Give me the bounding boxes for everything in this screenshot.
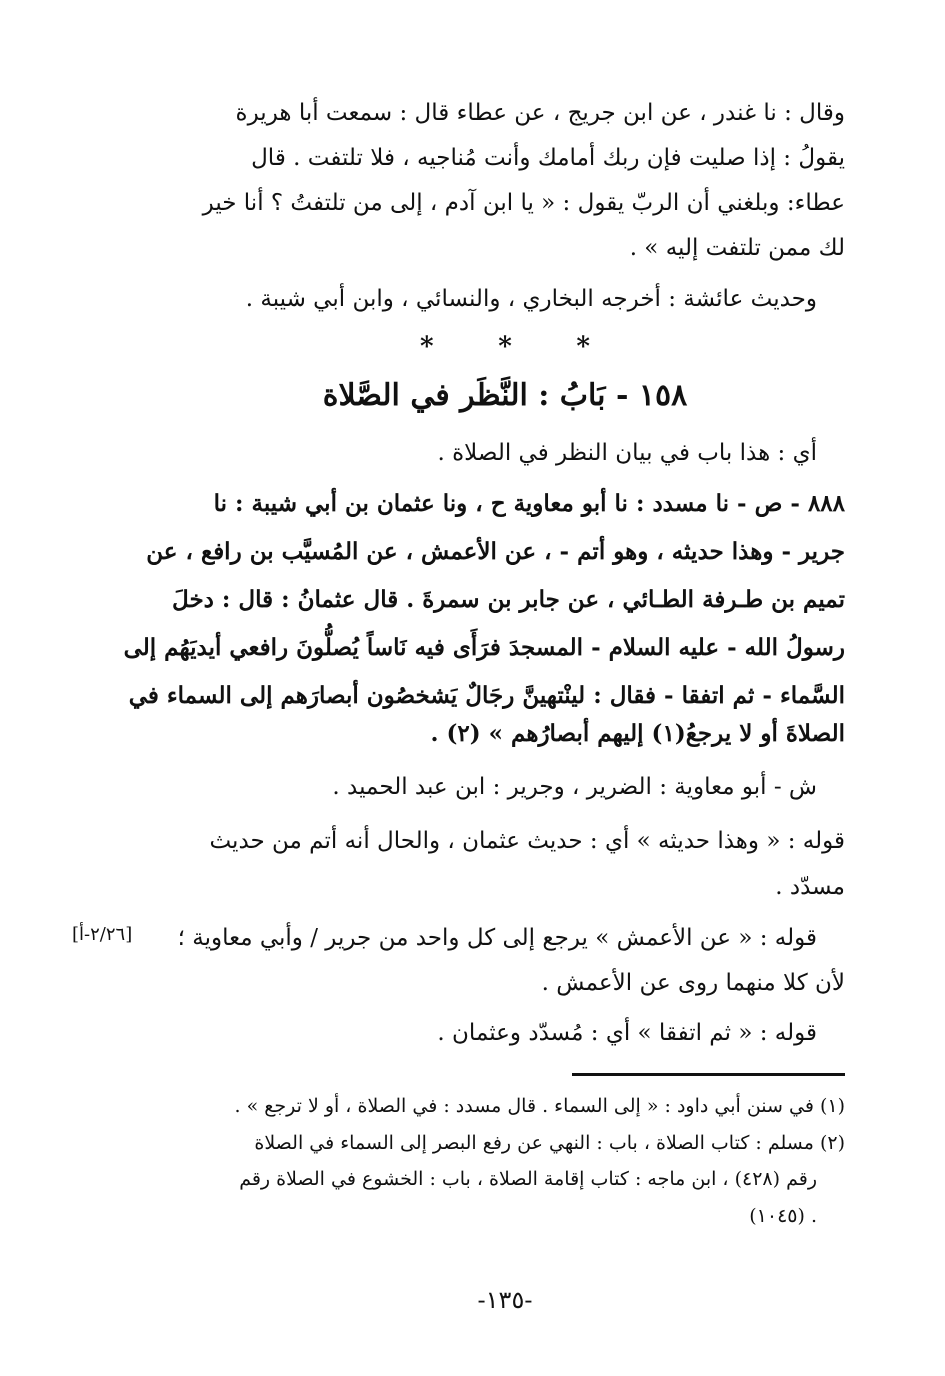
paragraph-1-line-4: لك ممن تلتفت إليه » . (629, 235, 845, 261)
section-separator (420, 332, 590, 362)
hadith-line-2: جرير - وهذا حديثه ، وهو أتم - ، عن الأعمش ، عن المُسيَّب بن رافع ، عن (146, 538, 845, 565)
footnote-1: (١) في سنن أبي داود : « إلى السماء . قال مسدد : في الصلاة ، أو لا ترجع » . (234, 1095, 845, 1117)
sharh-line: ش - أبو معاوية : الضرير ، وجرير : ابن عبد الحميد . (332, 774, 817, 800)
hadith-line-5: السَّماء - ثم اتفقا - فقال : لينْتهينَّ رجَالٌ يَشخصُون أبصارَهم إلى السماء في (128, 682, 845, 709)
footnote-divider (572, 1073, 845, 1076)
separator-star: * (498, 332, 512, 362)
hadith-line-4: رسولُ الله - عليه السلام - المسجدَ فرَأَى فيه نَاساً يُصلُّونَ رافعي أيديَهُم إلى (123, 634, 845, 661)
paragraph-1-line-2: يقولُ : إذا صليت فإن ربك أمامك وأنت مُناجيه ، فلا تلتفت . قال (251, 145, 845, 171)
commentary-3: قوله : « ثم اتفقا » أي : مُسدّد وعثمان . (437, 1020, 817, 1046)
commentary-1-line-2: مسدّد . (775, 874, 845, 900)
paragraph-2: وحديث عائشة : أخرجه البخاري ، والنسائي ، وابن أبي شيبة . (245, 286, 817, 312)
paragraph-1-line-1: وقال : نا غندر ، عن ابن جريج ، عن عطاء قال : سمعت أبا هريرة (235, 100, 845, 126)
hadith-line-3: تميم بن طـرفة الطـائي ، عن جابر بن سمرةَ . قال عثمانُ : قال : دخلَ (172, 586, 845, 613)
chapter-explanation: أي : هذا باب في بيان النظر في الصلاة . (437, 440, 817, 466)
paragraph-1-line-3: عطاء: وبلغني أن الربّ يقول : « يا ابن آدم ، إلى من تلتفتُ ؟ أنا خير (202, 190, 845, 216)
footnote-2-line-1: (٢) مسلم : كتاب الصلاة ، باب : النهي عن رفع البصر إلى السماء في الصلاة (254, 1132, 845, 1154)
hadith-line-1: ٨٨٨ - ص - نا مسدد : نا أبو معاوية ح ، ونا عثمان بن أبي شيبة : نا (213, 490, 845, 517)
chapter-title: ١٥٨ - بَابُ : النَّظَر في الصَّلاة (322, 378, 688, 413)
page-number: -١٣٥- (477, 1286, 533, 1314)
footnote-2-line-3: (١٠٤٥) . (749, 1205, 817, 1227)
separator-star: * (420, 332, 434, 362)
commentary-1-line-1: قوله : « وهذا حديثه » أي : حديث عثمان ، والحال أنه أتم من حديث (209, 828, 845, 854)
manuscript-folio-reference: [٢/٢٦-أ] (72, 924, 133, 945)
separator-star: * (576, 332, 590, 362)
commentary-2-line-1: قوله : « عن الأعمش » يرجع إلى كل واحد من جرير / وأبي معاوية ؛ (177, 925, 817, 951)
commentary-2-line-2: لأن كلا منهما روى عن الأعمش . (541, 970, 845, 996)
footnote-2-line-2: رقم (٤٢٨) ، ابن ماجه : كتاب إقامة الصلاة ، باب : الخشوع في الصلاة رقم (239, 1168, 817, 1190)
hadith-line-6: الصلاةَ أو لا يرجعُ(١) إليهم أبصارُهم » (٢) . (430, 720, 845, 747)
